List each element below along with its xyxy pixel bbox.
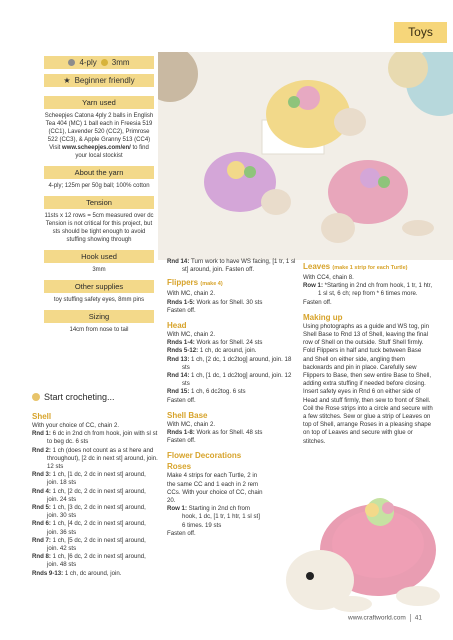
footer-url[interactable]: www.craftworld.com: [348, 614, 406, 622]
shell-round: Rnd 5: 1 ch, [3 dc, 2 dc in next st] around, join. 30 sts: [32, 504, 146, 520]
bullet-icon: [32, 393, 40, 401]
flower-end: Fasten off.: [167, 529, 196, 537]
head-end: Fasten off.: [167, 396, 196, 404]
difficulty-label: Beginner friendly: [74, 76, 135, 85]
head-round: Rnds 1-4: Work as for Shell. 24 sts: [167, 339, 263, 347]
about-yarn-heading: About the yarn: [44, 166, 154, 179]
head-heading: Head: [167, 321, 187, 331]
head-round: Rnd 13: 1 ch, [2 dc, 1 dc2tog] around, join. 18 sts: [167, 355, 292, 371]
shell-round: Rnd 1: 6 dc in 2nd ch from hook, join with sl st to beg dc. 6 sts: [32, 430, 158, 446]
hook-used-heading: Hook used: [44, 250, 154, 263]
yarn-weight-row: [44, 56, 154, 69]
head-round: Rnds 5-12: 1 ch, dc around, join.: [167, 347, 257, 355]
page-footer: [348, 614, 422, 622]
hook-used-text: 3mm: [92, 267, 106, 273]
shell-round: Rnd 6: 1 ch, [4 dc, 2 dc in next st] around, join. 36 sts: [32, 520, 146, 536]
shell-column: [32, 408, 158, 578]
flippers-rounds: Rnds 1-5: Work as for Shell. 30 sts: [167, 298, 263, 306]
yarn-used-text: Scheepjes Catona 4ply 2 balls in English Tea 404 (MC) 1 ball each in Freesia 519 (CC1), Lavender 520 (CC2), Primrose 522 (CC3), & Apple Granny 513 (CC4): [44, 113, 154, 143]
making-up-heading: Making up: [303, 312, 343, 322]
stockist-text: Visit www.scheepjes.com/en/ to find your local stockist: [49, 145, 149, 159]
other-supplies-text: toy stuffing safety eyes, 8mm pins: [53, 297, 145, 303]
other-supplies-heading: Other supplies: [44, 280, 154, 293]
hook-size-top: 3mm: [111, 58, 130, 67]
shell-round: Rnd 7: 1 ch, [5 dc, 2 dc in next st] around, join. 42 sts: [32, 536, 146, 553]
shell-round: Rnd 8: 1 ch, [6 dc, 2 dc in next st] around, join. 48 sts: [32, 553, 146, 569]
yarn-used-heading: Yarn used: [44, 96, 154, 109]
footer-divider: [410, 614, 411, 622]
shell-heading: Shell: [32, 412, 52, 421]
shell-round: Rnd 3: 1 ch, [1 dc, 2 dc in next st] around, join. 18 sts: [32, 471, 146, 487]
pattern-column-3: [303, 258, 433, 446]
base-rounds: Rnds 1-8: Work as for Shell. 48 sts: [167, 429, 263, 437]
turtles-photo: [158, 52, 453, 260]
tension-text: 11sts x 12 rows = 5cm measured over dc Tension is not critical for this project, but sts should be tight enough to avoid stuffing showing through: [44, 213, 154, 243]
flippers-heading: Flippers (make 4): [167, 278, 223, 288]
shell-round: Rnd 4: 1 ch, [2 dc, 2 dc in next st] around, join. 24 sts: [32, 487, 146, 503]
flower-heading: Flower Decorations Roses: [167, 451, 242, 472]
flippers-intro: With MC, chain 2.: [167, 290, 216, 298]
head-round: Rnd 15: 1 ch, 6 dc2tog. 6 sts: [167, 388, 246, 396]
making-up-text: Using photographs as a guide and WS tog, pin Shell Base to Rnd 13 of Shell, leaving the final row of Shell on the outside. Stuff Shell firmly. Fold Flippers in half and tuck between Base and Shell on either side, angling them backwards and pin in place. Carefully sew Flippers to Base, then sew entire Base to Shell, adding extra stuffing if needed before closing. Insert safety eyes in Rnd 6 on either side of Head and stuff firmly, then sew to front of Shell. Coil the Rose strips into a circle and secure with a few stitches. Sew or glue a strip of Leaves on top of Shell, arrange Roses in a pleasing shape on top of Leaves and secure with glue or stitches.: [303, 322, 433, 445]
head-round: Rnd 14: 1 ch, [1 dc, 1 dc2tog] around, join. 12 sts: [167, 372, 292, 388]
shell-round: Rnd 2: 1 ch (does not count as a st here and throughout), [2 dc in next st] around, join. 12 sts: [32, 446, 158, 471]
scheepjes-link[interactable]: www.scheepjes.com/en/: [62, 145, 131, 151]
shell-round: Rnds 9-13: 1 ch, dc around, join.: [32, 569, 122, 577]
leaves-intro: With CC4, chain 8.: [303, 274, 354, 281]
leaves-row-1: Row 1: *Starting in 2nd ch from hook, 1 tr, 1 htr, 1 sl st, 6 ch; rep from * 6 times more.: [303, 282, 433, 298]
yarn-weight-icon: [68, 59, 75, 66]
head-intro: With MC, chain 2.: [167, 331, 216, 339]
pink-turtle-illustration: [268, 484, 453, 614]
base-intro: With MC, chain 2.: [167, 420, 216, 428]
difficulty-row: [44, 74, 154, 87]
sizing-heading: Sizing: [44, 310, 154, 323]
shell-round-14: Rnd 14: Turn work to have WS facing, [1 tr, 1 sl st] around, join. Fasten off.: [167, 258, 296, 274]
base-end: Fasten off.: [167, 437, 196, 445]
flippers-end: Fasten off.: [167, 306, 196, 314]
project-info-sidebar: [44, 52, 154, 334]
shell-base-heading: Shell Base: [167, 410, 208, 420]
star-icon: ★: [63, 76, 71, 85]
sizing-text: 14cm from nose to tail: [69, 327, 129, 333]
yarn-weight: 4-ply: [79, 58, 97, 67]
flower-row-1: Row 1: Starting in 2nd ch from hook, 1 dc, [1 tr, 1 htr, 1 sl st] 6 times. 19 sts: [167, 505, 260, 529]
tension-heading: Tension: [44, 196, 154, 209]
shell-intro: With your choice of CC, chain 2.: [32, 422, 120, 429]
leaves-heading: Leaves (make 1 strip for each Turtle): [303, 262, 408, 271]
section-tab: Toys: [394, 22, 447, 43]
hook-size-icon: [101, 59, 108, 66]
page-number: 41: [414, 614, 423, 622]
leaves-end: Fasten off.: [303, 298, 332, 306]
start-crocheting-heading: Start crocheting...: [32, 392, 115, 402]
pink-turtle-photo: [268, 484, 453, 614]
turtles-illustration: [158, 52, 453, 260]
about-yarn-text: 4-ply; 125m per 50g ball; 100% cotton: [48, 183, 150, 189]
flower-intro: Make 4 strips for each Turtle, 2 in the same CC and 1 each in 2 rem CCs. With your choice of CC, chain 20.: [167, 472, 263, 505]
